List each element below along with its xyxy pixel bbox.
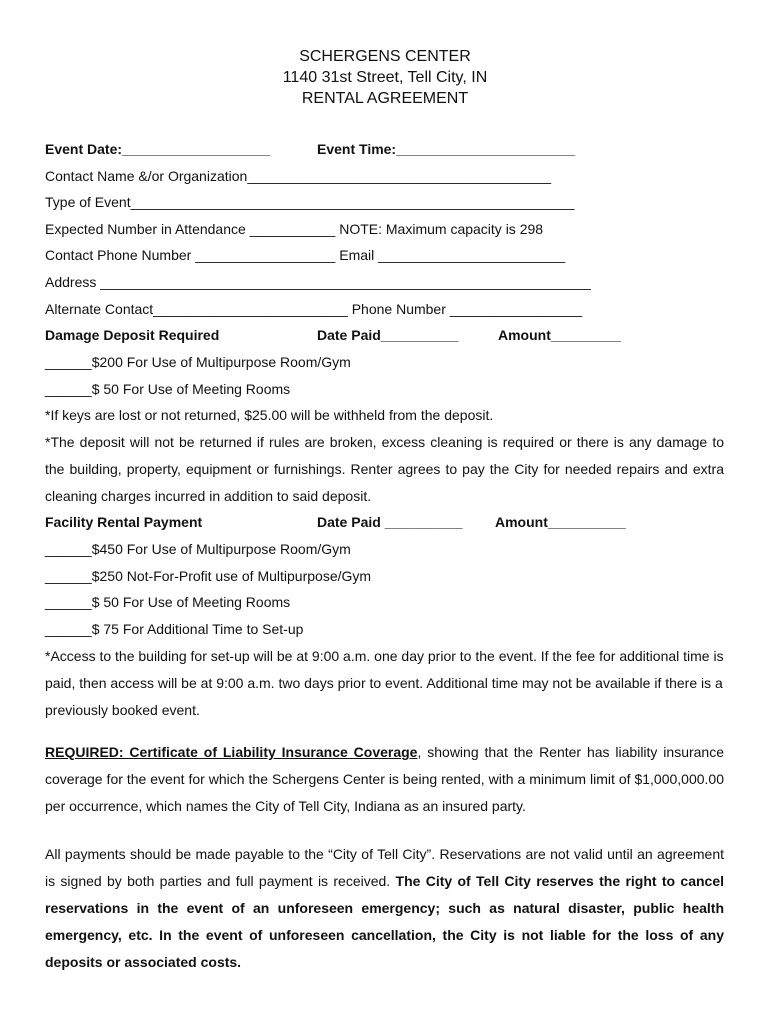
document-header bbox=[0, 46, 770, 109]
damage-deposit-amount: Amount_________ bbox=[498, 327, 621, 343]
damage-deposit-date-paid: Date Paid__________ bbox=[317, 327, 459, 343]
rental-item: ______$ 50 For Use of Meeting Rooms bbox=[45, 594, 291, 610]
insurance-text: , showing that the Renter has liability insurance coverage for the event for which the Schergens Center is being rented, with a minimum limit of $1,000,000.00 per occurrence, which names the City of Tell City, Indiana as an insured party. bbox=[45, 744, 725, 814]
rental-payment-heading: Facility Rental Payment bbox=[45, 514, 203, 530]
center-name: SCHERGENS CENTER bbox=[299, 48, 471, 65]
payments-text: All payments should be made payable to the “City of Tell City”. Reservations are not valid until an agreement is signed by both parties and full payment is received. bbox=[45, 846, 724, 889]
alternate-contact-field: Alternate Contact_________________________ Phone Number _________________ bbox=[45, 301, 583, 317]
deposit-note: *The deposit will not be returned if rules are broken, excess cleaning is required or there is any damage to the building, property, equipment or furnishings. Renter agrees to pay the City for needed repairs and extra cleaning charges incurred in addition to said deposit. bbox=[45, 434, 724, 504]
event-date-field: Event Date:___________________ bbox=[45, 141, 270, 157]
deposit-item: ______$ 50 For Use of Meeting Rooms bbox=[45, 381, 291, 397]
deposit-item: ______$200 For Use of Multipurpose Room/Gym bbox=[45, 354, 351, 370]
access-note: *Access to the building for set-up will be at 9:00 a.m. one day prior to the event. If the fee for additional time is paid, then access will be at 9:00 a.m. two days prior to event. Additional time may not be available if there is a previously booked event. bbox=[45, 648, 724, 718]
address-field: Address _______________________________________________________________ bbox=[45, 274, 591, 290]
payments-paragraph bbox=[45, 841, 724, 976]
center-address: 1140 31st Street, Tell City, IN bbox=[282, 69, 488, 86]
phone-email-field: Contact Phone Number __________________ Email ________________________ bbox=[45, 247, 565, 263]
rental-item: ______$ 75 For Additional Time to Set-up bbox=[45, 621, 304, 637]
rental-item: ______$450 For Use of Multipurpose Room/Gym bbox=[45, 541, 351, 557]
event-time-field: Event Time:_______________________ bbox=[317, 141, 576, 157]
cancellation-policy: The City of Tell City reserves the right to cancel reservations in the event of an unforeseen emergency; such as natural disaster, public health emergency, etc. In the event of unforeseen cancellation, the City is not liable for the loss of any deposits or associated costs. bbox=[45, 873, 725, 970]
document-title: RENTAL AGREEMENT bbox=[301, 90, 469, 107]
attendance-field: Expected Number in Attendance ___________ NOTE: Maximum capacity is 298 bbox=[45, 221, 544, 237]
insurance-paragraph bbox=[45, 739, 724, 820]
keys-note: *If keys are lost or not returned, $25.00 will be withheld from the deposit. bbox=[45, 407, 494, 423]
rental-item: ______$250 Not-For-Profit use of Multipurpose/Gym bbox=[45, 568, 372, 584]
insurance-heading: REQUIRED: Certificate of Liability Insurance Coverage bbox=[45, 744, 418, 760]
rental-payment-date-paid: Date Paid __________ bbox=[317, 514, 463, 530]
rental-payment-amount: Amount__________ bbox=[495, 514, 626, 530]
type-of-event-field: Type of Event_________________________________________________________ bbox=[45, 194, 575, 210]
damage-deposit-heading: Damage Deposit Required bbox=[45, 327, 220, 343]
contact-name-field: Contact Name &/or Organization_______________________________________ bbox=[45, 168, 551, 184]
